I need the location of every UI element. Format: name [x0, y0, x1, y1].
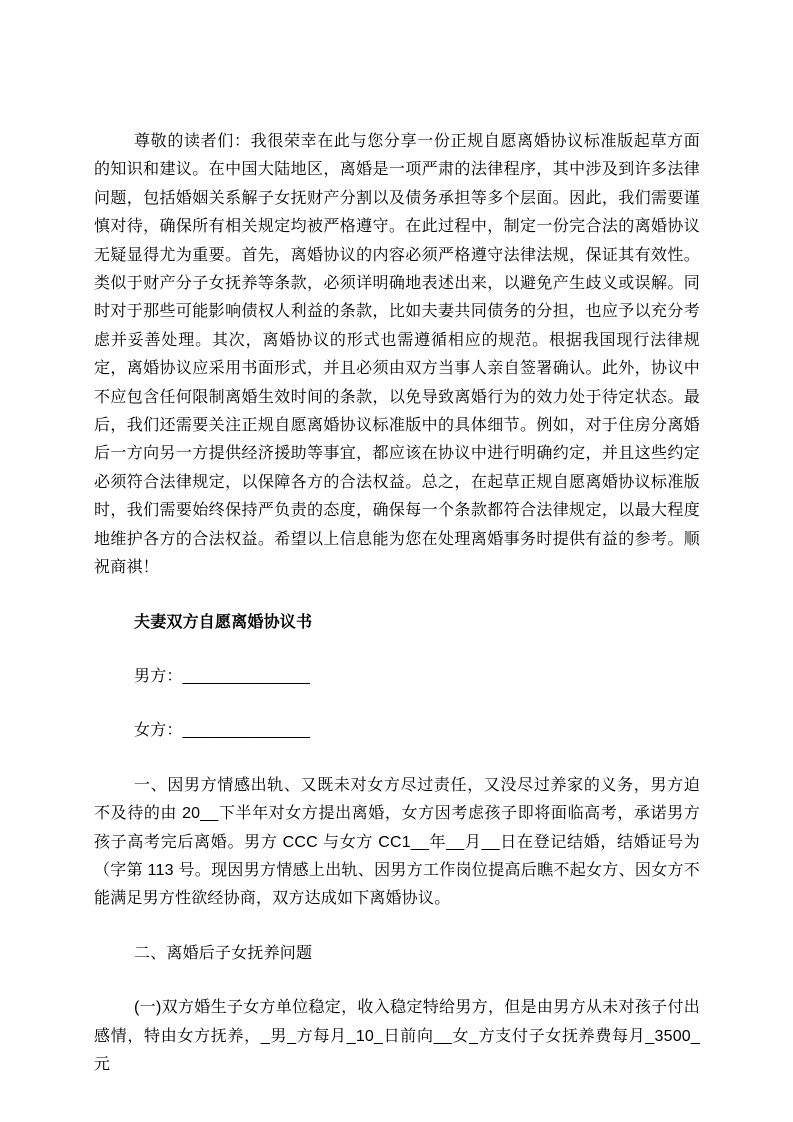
clause-1-paragraph: 一、因男方情感出轨、又既未对女方尽过责任，又没尽过养家的义务，男方迫不及待的由 20__下半年对女方提出离婚，女方因考虑孩子即将面临高考，承诺男方孩子高考完后离婚。男方 CCC 与女方 CC1__年__月__日在登记结婚，结婚证号为（字第 113 号。现因男方情感上出轨、因男方工作岗位提高后瞧不起女方、因女方不能满足男方性欲经协商，双方达成如下离婚协议。 [94, 776, 700, 908]
clause-2-heading: 二、离婚后子女抚养问题 [134, 944, 313, 962]
party-a-blank-line: 男方：______________ [134, 667, 310, 685]
agreement-title: 夫妻双方自愿离婚协议书 [134, 613, 313, 631]
clause-2-item-1-paragraph: (一)双方婚生子女方单位稳定，收入稳定特给男方，但是由男方从未对孩子付出感情，特由女方抚养，_男_方每月_10_日前向__女_方支付子女抚养费每月_3500_元 [94, 999, 700, 1073]
intro-paragraph: 尊敬的读者们：我很荣幸在此与您分享一份正规自愿离婚协议标准版起草方面的知识和建议。在中国大陆地区，离婚是一项严肃的法律程序，其中涉及到许多法律问题，包括婚姻关系解子女抚财产分割以及债务承担等多个层面。因此，我们需要谨慎对待，确保所有相关规定均被严格遵守。在此过程中，制定一份完合法的离婚协议无疑显得尤为重要。首先，离婚协议的内容必须严格遵守法律法规，保证其有效性。类似于财产分子女抚养等条款，必须详明确地表述出来，以避免产生歧义或误解。同时对于那些可能影响债权人利益的条款，比如夫妻共同债务的分担，也应予以充分考虑并妥善处理。其次，离婚协议的形式也需遵循相应的规范。根据我国现行法律规定，离婚协议应采用书面形式，并且必须由双方当事人亲自签署确认。此外，协议中不应包含任何限制离婚生效时间的条款，以免导致离婚行为的效力处于待定状态。最后，我们还需要关注正规自愿离婚协议标准版中的具体细节。例如，对于住房分离婚后一方向另一方提供经济援助等事宜，都应该在协议中进行明确约定，并且这些约定必须符合法律规定，以保障各方的合法权益。总之，在起草正规自愿离婚协议标准版时，我们需要始终保持严负责的态度，确保每一个条款都符合法律规定，以最大程度地维护各方的合法权益。希望以上信息能为您在处理离婚事务时提供有益的参考。顺祝商祺！ [94, 133, 700, 577]
party-b-blank-line: 女方：______________ [134, 722, 310, 740]
